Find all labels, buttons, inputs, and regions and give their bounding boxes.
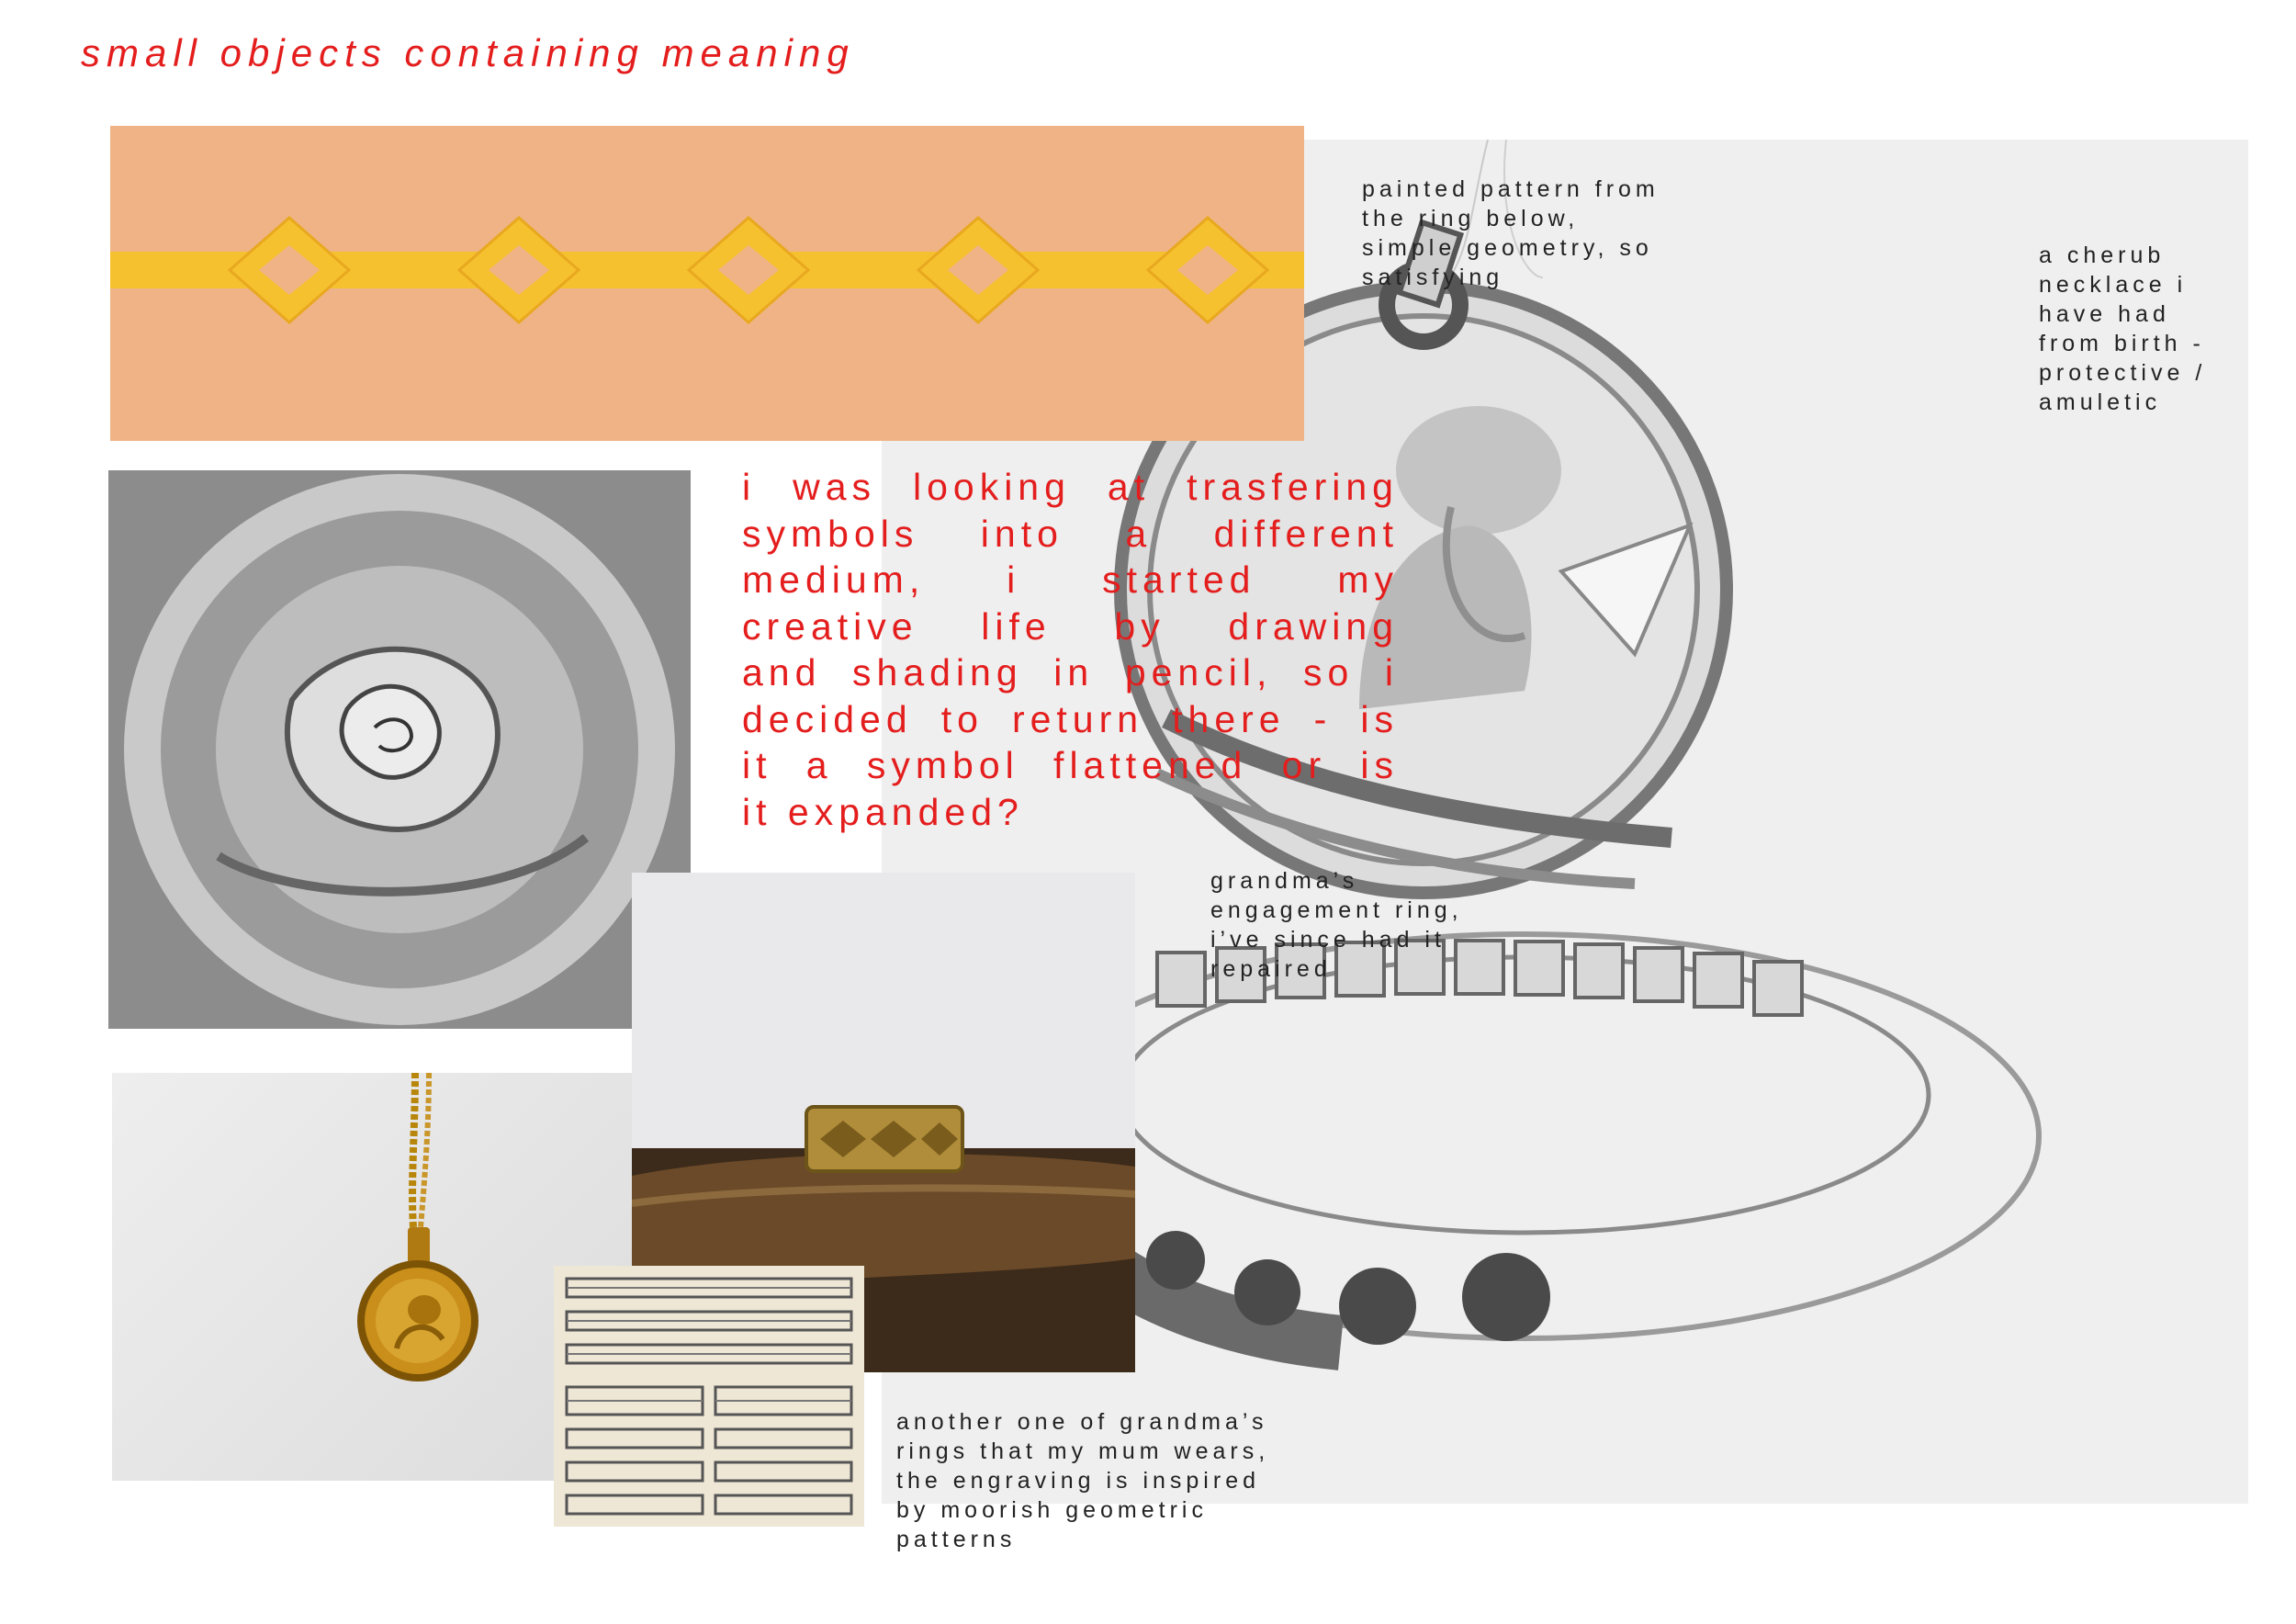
caption-line: another one of grandma’s	[896, 1409, 1268, 1435]
caption-line: the ring below,	[1362, 206, 1580, 231]
caption-line: engagement ring,	[1210, 897, 1463, 923]
engagement-ring-drawing	[1010, 934, 2039, 1345]
caption-line: necklace i	[2039, 272, 2188, 298]
caption-line: rings that my mum wears,	[896, 1438, 1270, 1464]
statement-line: and shading in pencil, so i	[742, 651, 1399, 694]
caption-line: patterns	[896, 1527, 1017, 1552]
statement-line: i was looking at trasfering	[742, 466, 1399, 508]
caption-painted-pattern	[1362, 175, 1660, 292]
caption-line: simple geometry, so	[1362, 235, 1653, 261]
caption-engagement-ring	[1210, 866, 1463, 984]
statement-line: decided to return there - is	[742, 697, 1399, 740]
painted-pattern-strip	[110, 126, 1304, 441]
caption-line: amuletic	[2039, 389, 2162, 415]
statement-line: symbols into a different	[742, 512, 1399, 555]
caption-line: a cherub	[2039, 242, 2166, 268]
caption-line: the engraving is inspired	[896, 1468, 1260, 1494]
statement-paragraph	[742, 464, 1399, 835]
statement-line: medium, i started my	[742, 558, 1399, 601]
caption-moorish-ring	[896, 1407, 1269, 1554]
pencil-rose-drawing	[108, 470, 691, 1029]
caption-line: have had	[2039, 301, 2170, 327]
caption-cherub-necklace	[2039, 241, 2206, 417]
statement-line: creative life by drawing	[742, 604, 1399, 648]
caption-line: protective /	[2039, 360, 2207, 386]
moorish-pattern-print	[554, 1266, 864, 1527]
statement-line: it a symbol flattened or is	[742, 744, 1399, 786]
caption-line: i’ve since had it	[1210, 927, 1446, 953]
caption-line: satisfying	[1362, 265, 1504, 290]
caption-line: from birth -	[2039, 331, 2205, 356]
caption-line: painted pattern from	[1362, 176, 1660, 202]
caption-line: by moorish geometric	[896, 1497, 1208, 1523]
statement-line: it expanded?	[742, 790, 1024, 833]
caption-line: repaired	[1210, 956, 1332, 982]
page-title: small objects containing meaning	[81, 31, 855, 74]
caption-line: grandma’s	[1210, 868, 1359, 894]
